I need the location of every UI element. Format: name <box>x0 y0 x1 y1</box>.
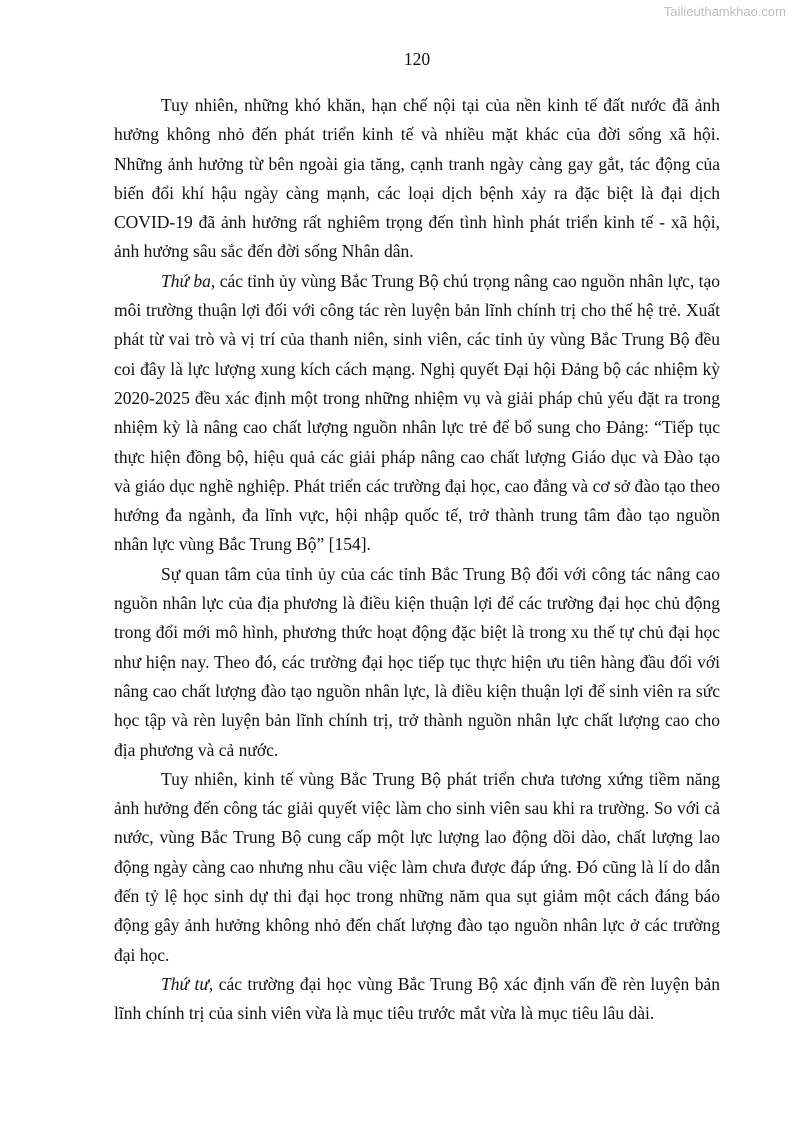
paragraph-3 <box>114 560 720 765</box>
paragraph-text: Sự quan tâm của tỉnh ủy của các tỉnh Bắc Trung Bộ đối với công tác nâng cao nguồn nhân lực của địa phương là điều kiện thuận lợi để các trường đại học chủ động trong đổi mới mô hình, phương thức hoạt động đặc biệt là trong xu thế tự chủ đại học như hiện nay. Theo đó, các trường đại học tiếp tục thực hiện ưu tiên hàng đầu đối với nâng cao chất lượng đào tạo nguồn nhân lực, là điều kiện thuận lợi để sinh viên ra sức học tập và rèn luyện bản lĩnh chính trị, trở thành nguồn nhân lực chất lượng cao cho địa phương và cả nước. <box>114 563 720 760</box>
paragraph-2 <box>114 267 720 560</box>
document-body <box>114 91 720 1029</box>
page-number: 120 <box>403 49 431 69</box>
watermark: Tailieuthamkhao.com <box>663 4 786 19</box>
paragraph-lead: Thứ ba, <box>161 270 216 291</box>
paragraph-1 <box>114 91 720 267</box>
paragraph-4 <box>114 765 720 970</box>
paragraph-text: Tuy nhiên, kinh tế vùng Bắc Trung Bộ phát triển chưa tương xứng tiềm năng ảnh hưởng đến công tác giải quyết việc làm cho sinh viên sau khi ra trường. So với cả nước, vùng Bắc Trung Bộ cung cấp một lực lượng lao động dồi dào, chất lượng lao động ngày càng cao nhưng nhu cầu việc làm chưa được đáp ứng. Đó cũng là lí do dẫn đến tỷ lệ học sinh dự thi đại học trong những năm qua sụt giảm một cách đáng báo động gây ảnh hưởng không nhỏ đến chất lượng đào tạo nguồn nhân lực ở các trường đại học. <box>114 768 720 965</box>
paragraph-text: Tuy nhiên, những khó khăn, hạn chế nội tại của nền kinh tế đất nước đã ảnh hưởng không nhỏ đến phát triển kinh tế và nhiều mặt khác của đời sống xã hội. Những ảnh hưởng từ bên ngoài gia tăng, cạnh tranh ngày càng gay gắt, tác động của biến đổi khí hậu ngày càng mạnh, các loại dịch bệnh xảy ra đặc biệt là đại dịch COVID-19 đã ảnh hưởng rất nghiêm trọng đến tình hình phát triển kinh tế - xã hội, ảnh hưởng sâu sắc đến đời sống Nhân dân. <box>114 95 720 262</box>
paragraph-lead: Thứ tư <box>161 973 209 994</box>
paragraph-5 <box>114 970 720 1029</box>
paragraph-text: các tỉnh ủy vùng Bắc Trung Bộ chú trọng nâng cao nguồn nhân lực, tạo môi trường thuận lợi đối với công tác rèn luyện bản lĩnh chính trị cho thế hệ trẻ. Xuất phát từ vai trò và vị trí của thanh niên, sinh viên, các tỉnh ủy vùng Bắc Trung Bộ đều coi đây là lực lượng xung kích cách mạng. Nghị quyết Đại hội Đảng bộ các nhiệm kỳ 2020-2025 đều xác định một trong những nhiệm vụ và giải pháp chủ yếu đặt ra trong nhiệm kỳ là nâng cao chất lượng nguồn nhân lực trẻ để bổ sung cho Đảng: “Tiếp tục thực hiện đồng bộ, hiệu quả các giải pháp nâng cao chất lượng Giáo dục và Đào tạo và giáo dục nghề nghiệp. Phát triển các trường đại học, cao đẳng và cơ sở đào tạo theo hướng đa ngành, đa lĩnh vực, hội nhập quốc tế, trở thành trung tâm đào tạo nguồn nhân lực vùng Bắc Trung Bộ” [154]. <box>114 270 720 555</box>
paragraph-text: , các trường đại học vùng Bắc Trung Bộ xác định vấn đề rèn luyện bản lĩnh chính trị của sinh viên vừa là mục tiêu trước mắt vừa là mục tiêu lâu dài. <box>114 973 720 1024</box>
